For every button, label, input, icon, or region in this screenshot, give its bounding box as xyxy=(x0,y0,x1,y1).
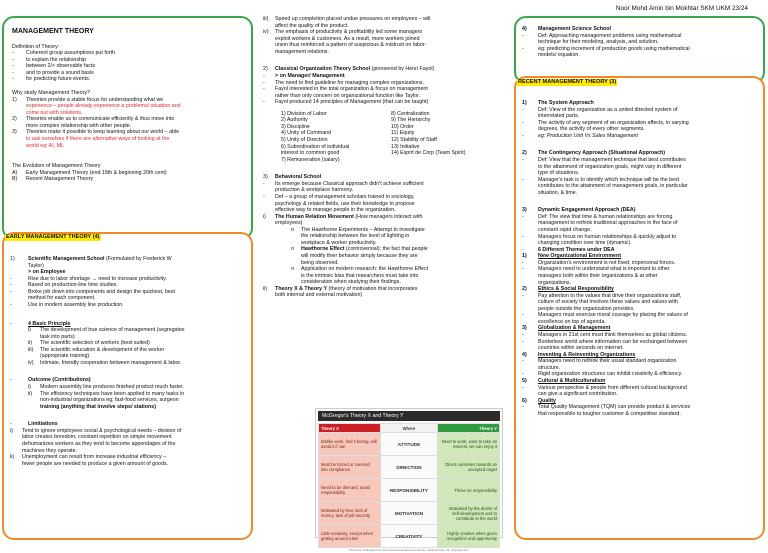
outcome-item: The efficiency techniques have been applied to many tasks in xyxy=(40,390,185,397)
principle-item: 1) Division of Labor xyxy=(281,110,327,117)
principles-list xyxy=(263,111,503,164)
theme-title: Quality xyxy=(538,397,556,404)
why-item: experience – people already experience a problems/ situation and xyxy=(26,103,181,110)
basic-item: The development of true science of management (segregates xyxy=(40,327,185,334)
outcome-item: training (anything that involve steps/ stations) xyxy=(40,403,156,410)
page-title: MANAGEMENT THEORY xyxy=(12,28,94,35)
xy-chart-title: McGregor's Theory X and Theory Y xyxy=(318,411,500,421)
principle-item: 3) Discipline xyxy=(281,123,310,130)
xy-cell-x: Motivated by fear, lack of money, lack of job security xyxy=(319,502,381,525)
theme-item: Managers need to understand what is important to other xyxy=(538,266,670,273)
theme-title: Inventing & Reinventing Organizations xyxy=(538,351,636,358)
evolution-title: The Evolution of Management Theory xyxy=(12,163,101,170)
dea-item: changing condition over time (dynamic). xyxy=(538,240,632,247)
limit-item: fewer people are needed to produce a given amount of goods. xyxy=(22,460,169,467)
basic-item: (appropriate training). xyxy=(40,353,91,360)
intro-item: Speed up completion placed undue pressures on employees – will xyxy=(275,16,431,22)
xy-title: Theory X & Theory Y xyxy=(275,285,328,292)
principle-item: 12) Stability of Staff xyxy=(391,137,437,143)
dea-title: Dynamic Engagement Approach (DEA) xyxy=(538,207,636,214)
early-heading: EARLY MANAGEMENT THEORY (4) xyxy=(6,234,100,240)
hawthorne-item: being observed. xyxy=(301,259,339,266)
contingency-item: to the attainment of organization goals, might vary in different xyxy=(538,163,682,170)
cots-rest: (pioneered by Henri Fayol) xyxy=(370,66,435,73)
hawthorne-item: Application on modern research: the Hawthorne Effect xyxy=(301,266,429,273)
why-item: more complex relationship with other people. xyxy=(26,122,132,129)
why-item: to ask ourselves if there are alternative ways of looking at the xyxy=(26,135,170,142)
limit-item: dehumanizes workers as they tend to become appendages of the xyxy=(22,440,176,447)
contingency-item: situation, & time. xyxy=(538,189,578,196)
system-item: interrelated parts. xyxy=(538,113,580,120)
dea-item: 6 Different Themes under DEA xyxy=(538,246,615,253)
why-title: Why study Management Theory? xyxy=(12,90,90,97)
theme-title: Ethics & Social Responsibility xyxy=(538,286,614,293)
hawthorne-item: consideration when studying their findings. xyxy=(301,279,401,286)
hawthorne-item: The Hawthorne Experiments – Attempt to investigate xyxy=(301,226,425,233)
xy-cell-x: Little creativity, except when getting around rules xyxy=(319,525,381,548)
system-title: The System Approach xyxy=(538,100,594,106)
principle-item: 14) Esprit de Corp (Team Spirit) xyxy=(391,150,466,157)
recent-management-box: RECENT MANAGEMENT THEORY (3) 1) The System Approach - Def: View of the organization as a united directed system of interrelated parts. - The activity of any segment of an organization affects, in varying degrees, the activity of every other segments. - eg: Production Unit Vs Sales Management 2) The Contingency Approach (Situational Approach) - Def: View that the management technique that best contributes to the attainment of organization goals, might vary in different type of situations. - Manager's task is to identify which technique will be the best contributes to the attainment of management goals, in particular situation, & time. 3) Dynamic Engagement Approach (DEA) - Def: The view that time & human relationships are forcing management to rethink traditional approaches in the face of constant rapid change. - Managers focus on human relationships & quickly adjust to changing condition over time (dynamic). - 6 Different Themes under DEA 1) New Organizational Environment - Organization's environment is not fixed, impersonal forces. - Managers need to understand what is important to other managers both within their organizations & at other organizations. 2) Ethics & Social Responsibility - Pay attention to the values that drive their organizations staff, culture of society that involves these values and values with people outside the organization provides. - Managers must exercise moral courage by placing the values of excellence on top of agenda. 3) Globalization & Management - Managers in 21st cent must think themselves as global citizens. - Borderless world where information can be exchanged between countries within seconds on internet. 4) Inventing & Reinventing Organizations - Managers need to rethink their usual standard organization structure. - Rigid organization structures can inhibit creativity & efficiency. 5) Cultural & Multiculturalism - Various perspective & people from different cultural background can give a significant contribution. 6) Quality - Total Quality Management (TQM) can provide product & services that responsible to tougher customer & competitive standard. xyxy=(514,76,765,540)
theme-item: Managers need to rethink their usual standard organization xyxy=(538,358,677,365)
xy-head-y: Theory Y xyxy=(438,424,500,433)
contingency-item: Manager's task is to identify which technique will be the best xyxy=(538,176,680,183)
management-science-box: 4) Management Science School - Def: Approaching management problems using mathematical technique for their modeling, analysis, and solution. - eg: predicting increment of production goods using mathematical models/ equation. xyxy=(514,16,765,84)
cots-sub: > on Manager/ Management xyxy=(275,72,345,79)
definition-list: - Coherent group assumptions put forth - to explain the relationship - between 2/> observable facts - and to provide a sound basis - for predicting future events. xyxy=(12,50,115,83)
why-item: come out with solutions. xyxy=(26,109,83,116)
theme-item: structure. xyxy=(538,364,561,371)
principle-item: 2) Authority xyxy=(281,117,308,124)
principle-item: 6) Subordination of individual xyxy=(281,143,350,150)
theme-item: culture of society that involves these values and values with xyxy=(538,299,678,306)
hawthorne-item: is the intrinsic bias that researchers must take into xyxy=(301,272,419,279)
mss-item: models/ equation. xyxy=(538,52,580,59)
outcome-title: Outcome (Contributions) xyxy=(28,377,91,384)
xy-cell-mid: RESPONSIBILITY xyxy=(380,479,438,502)
sms-item: Use in modern assembly line production. xyxy=(28,301,124,308)
xy-footer: Resource: Strategies from http://www.accel-team.com/human_relations/hrels_03_mcgregor.html xyxy=(349,548,469,553)
principle-item: 11) Equity xyxy=(391,130,415,137)
sms-title: Scientific Management School xyxy=(28,256,105,262)
mss-title: Management Science School xyxy=(538,26,612,32)
outcome-item: Modern assembly line produces finished product much faster. xyxy=(40,384,184,390)
principle-item: 10) Order xyxy=(391,123,414,130)
behavioral-item: Its emerge because Classical approach didn't achieve sufficient xyxy=(275,180,424,187)
sms-item: Broke job down into components and design the quickest, best xyxy=(28,288,175,295)
intro-item: management relations. xyxy=(275,48,329,55)
system-item: Def: View of the organization as a united directed system of xyxy=(538,106,678,113)
intro-item: exploit workers & customers. As a result, more workers joined xyxy=(275,35,420,42)
xy-cell-x: Dislike work, find it boring, will avoid it if can xyxy=(319,433,381,456)
behavioral-title: Behavioral School xyxy=(275,174,322,181)
theme-title: New Organizational Environment xyxy=(538,253,621,260)
mss-item: eg: predicting increment of production goods using mathematical xyxy=(538,45,690,52)
cots-item: Fayol produced 14 principles of Management (that can be taught) xyxy=(275,99,429,106)
sms-item: Based on production-line time studies. xyxy=(28,282,118,289)
xy-head-x: Theory X xyxy=(319,424,381,433)
definition-item: Coherent group assumptions put forth xyxy=(26,50,115,57)
xy-infographic xyxy=(315,408,503,553)
sms-sub: > on Employee xyxy=(28,269,66,276)
hawthorne-effect-title: Hawthorne Effect xyxy=(301,246,345,253)
evolution-item: Early Management Theory (end 19th & beginning 20th cent) xyxy=(26,169,167,176)
theme-item: managers both within their organizations & at other xyxy=(538,272,658,279)
theme-item: that responsible to tougher customer & competitive standard. xyxy=(538,410,681,417)
limit-title: Limitiations xyxy=(28,421,58,428)
dea-item: management to rethink traditional approaches in the face of xyxy=(538,220,678,227)
principle-item: 4) Unity of Command xyxy=(281,130,332,137)
cots-item: The need to find guideline for managing complex organizations. xyxy=(275,79,424,86)
definition-item: between 2/> observable facts xyxy=(26,63,96,70)
xy-cell-x: Must be forced or coerced into compliance xyxy=(319,456,381,479)
management-theory-box: MANAGEMENT THEORY Definition of Theory: - Coherent group assumptions put forth - to explain the relationship - between 2/> observable facts - and to provide a sound basis - for predicting future events. Why study Management Theory? 1) Theories provide a stable focus for understanding what we experience – people already experience a problems/ situation and come out with solutions. 2) Theories enable us to communicate efficiently & thus move into more complex relationship with other people. 3) Theories make it possible to keep learning about our world – able to ask ourselves if there are alternative ways of looking at the world eg: AI, ML The Evolution of Management Theory A) Early Management Theory (end 19th & beginning 20th cent) B) Recent Management Theory xyxy=(2,16,253,240)
theme-item: Managers must exercise moral courage by placing the values of xyxy=(538,312,688,319)
theme-item: organizations. xyxy=(538,279,571,286)
limit-item: labor creates boredom, constant repetition on simple movement xyxy=(22,434,172,441)
theme-item: Total Quality Management (TQM) can provide product & services xyxy=(538,404,691,411)
why-item: Theories make it possible to keep learning about our world – able xyxy=(26,129,180,136)
xy-cell-x: Need to be directed, avoid responsibility xyxy=(319,479,381,502)
theme-item: Rigid organization structures can inhibit creativity & efficiency. xyxy=(538,371,683,378)
theme-item: Borderless world where information can be exchanged between xyxy=(538,338,688,345)
xy-cell-y: Need to work, want to take an interest, we can enjoy it xyxy=(438,433,500,456)
mss-item: technique for their modeling, analysis, and solution. xyxy=(538,39,659,46)
hrm-rest: (How managers interact with xyxy=(353,213,423,220)
xy-cont: both internal and external motivation) xyxy=(275,292,363,299)
why-item: Theories enable us to communicate efficiently & thus move into xyxy=(26,116,175,123)
definition-title: Definition of Theory: xyxy=(12,43,60,50)
theme-title: Cultural & Multiculturalism xyxy=(538,377,606,384)
theme-item: Managers in 21st cent must think themselves as global citizens. xyxy=(538,332,688,338)
basic-item: task into parts) xyxy=(40,333,75,340)
system-item: The activity of any segment of an organization affects, in varying xyxy=(538,119,689,126)
cots-item: rather than only concern on organizational function like Taylor. xyxy=(275,92,421,99)
theme-item: countries within seconds on internet. xyxy=(538,345,624,352)
theme-item: excellence on top of agenda. xyxy=(538,318,606,325)
theme-item: people outside the organization provides. xyxy=(538,305,635,312)
xy-cell-mid: ATTITUDE xyxy=(380,433,438,456)
xy-cell-mid: MOTIVATION xyxy=(380,502,438,525)
sms-cont: Taylor) xyxy=(28,262,44,269)
system-item: degrees, the activity of every other segments. xyxy=(538,126,645,133)
xy-cell-mid: CREATIVITY xyxy=(380,525,438,548)
middle-column: iii) Speed up completion placed undue pressures on employees – will affect the quality of the product. iv) The emphasis of productivity & profitability led some managers exploit workers & customers. As a result, more workers joined union thus reinforced a pattern of suspicious & mistrust on labor- management relations. 2) Classical Organization Theory School (pioneered by Henri Fayol) - > on Manager/ Management - The need to find guideline for managing complex organizations. - Fayol interested in the total organization & focus on management rather than only concern on organizational function like Taylor. - Fayol produced 14 principles of Management (that can be taught) 1) Division of Labor 2) Authority 3) Discipline 4) Unity of Command 5) Unity of Direction 6) Subordination of individual interest to common good 7) Remuneration (salary) 8) Centralization 9) The Hierarchy 10) Order 11) Equity 12) Stability of Staff 13) Initiative 14) Esprit de Corp (Team Spirit) 3) Behavioral School - Its emerge because Classical approach didn't achieve sufficient production & workplace harmony. - Def – a group of management scholars trained in sociology, psychology & related fields, use their knowledge to propose effective way to manage people in the organization. i) The Human Relation Movement (How managers interact with employees) o The Hawthorne Experiments – Attempt to investigate the relationship between the level of lighting in workplace & worker productivity. o Hawthorne Effect (controversial): the fact that people will modify their behavior simply because they are being observed. o Application on modern research: the Hawthorne Effect is the intrinsic bias that researchers must take into consideration when studying their findings. ii) Theory X & Theory Y (theory of motivation that incorporates both internal and external motivation) McGregor's Theory X and Theory Y Theory X Where Theory Y Dislike work, find it boring, will avoid it if can ATTITUDE Need to work, want to take an interest, we can enjoy it Must be forced or coerced into compliance DIRECTION Direct ourselves towards an accepted target Need to be directed, avoid responsibility RESPONSIBILITY Thrive on responsibility Motivated by fear, lack of money, lack of job security MOTIVATION Motivated by the desire of self-development and to contribute to the world Little creativity, except when getting around rules CREATIVITY Highly creative when given recognition and opportunity Resource: Strategies from http://www.accel-team.com/human_relations/hrels_03_mcgregor.html xyxy=(263,16,503,541)
hrm-cont: employees) xyxy=(275,220,303,227)
xy-cell-y: Direct ourselves towards an accepted target xyxy=(438,456,500,479)
early-management-box: EARLY MANAGEMENT THEORY (4) 1) Scientific Management School (Formulated by Frederick W Taylor) > on Employee - Rise due to labor shortage → need to increase productivity. - Based on production-line time studies. - Broke job down into components and design the quickest, best method for each component. - Use in modern assembly line production. - 4 Basic Principle i) The development of true science of management (segregates task into parts) ii) The scientific selection of workers (best suited) iii) The scientific education & development of the worker (appropriate training). iv) Intimate, friendly cooperation between management & labor. - Outcome (Contributions) i) Modern assembly line produces finished product much faster. ii) The efficiency techniques have been applied to many tasks in non-industrial organizations eg; fast-food services, surgeon training (anything that involve steps/ stations) - Limitiations i) Tend to ignore employees social & psychological needs – division of labor creates boredom, constant repetition on simple movement dehumanizes workers as they tend to become appendages of the machines they operate. ii) Unemployment can result from increase industrial efficiency – fewer people are needed to produce a given amount of goods. xyxy=(2,232,253,540)
theme-item: Organization's environment is not fixed, impersonal forces. xyxy=(538,259,676,266)
basic-item: Intimate, friendly cooperation between management & labor. xyxy=(40,359,182,366)
xy-table xyxy=(318,423,500,548)
behavioral-item: effective way to manage people in the organization. xyxy=(275,207,396,214)
dea-item: Managers focus on human relationships & quickly adjust to xyxy=(538,233,677,240)
principle-item: 7) Remuneration (salary) xyxy=(281,156,340,163)
intro-item: affect the quality of the product. xyxy=(275,22,349,29)
principle-item: 5) Unity of Direction xyxy=(281,137,328,143)
definition-item: for predicting future events. xyxy=(26,76,91,83)
theme-item: Various perspective & people from different cultural background xyxy=(538,384,687,391)
principle-item: 13) Initiative xyxy=(391,143,420,150)
limit-item: Unemployment can result from increase industrial efficiency – xyxy=(22,454,167,461)
hrm-title: The Human Relation Movement xyxy=(275,213,354,220)
intro-item: union thus reinforced a pattern of suspicious & mistrust on labor- xyxy=(275,42,427,49)
hawthorne-item: the relationship between the level of lighting in xyxy=(301,233,410,240)
hawthorne-item: (controversial): the fact that people xyxy=(344,246,428,253)
why-item: world eg: AI, ML xyxy=(26,142,64,149)
dea-item: constant rapid change. xyxy=(538,227,592,233)
xy-cell-y: Thrive on responsibility xyxy=(438,479,500,502)
xy-cell-y: Highly creative when given recognition and opportunity xyxy=(438,525,500,548)
behavioral-item: production & workplace harmony. xyxy=(275,187,354,194)
xy-rest: (theory of motivation that incorporates xyxy=(327,285,418,292)
principle-item: 9) The Hierarchy xyxy=(391,117,431,124)
system-item: eg: Production Unit Vs Sales Management xyxy=(538,132,638,139)
hawthorne-item: workplace & worker productivity. xyxy=(301,239,377,246)
author-header: Noor Mohd Amin bin Mokhtar SKM UKM 23/24 xyxy=(615,5,748,12)
cots-item: Fayol interested in the total organization & focus on management xyxy=(275,86,428,93)
theme-item: Pay attention to the values that drive their organizations staff, xyxy=(538,292,682,299)
outcome-item: non-industrial organizations eg; fast-food services, surgeon xyxy=(40,397,179,404)
why-item: Theories provide a stable focus for understanding what we xyxy=(26,96,164,103)
hawthorne-item: will modify their behavior simply because they are xyxy=(301,253,418,259)
principle-item: interest to common good xyxy=(281,150,340,157)
limit-item: Tend to ignore employees social & psychological needs – division of xyxy=(22,427,182,434)
principle-item: 8) Centralization xyxy=(391,110,430,117)
xy-cell-y: Motivated by the desire of self-development and to contribute to the world xyxy=(438,502,500,525)
behavioral-item: psychology & related fields, use their knowledge to propose xyxy=(275,200,415,207)
definition-item: and to provide a sound basis xyxy=(26,69,94,76)
recent-heading: RECENT MANAGEMENT THEORY (3) xyxy=(518,79,617,85)
contingency-title: The Contingency Approach (Situational Approach) xyxy=(538,150,666,157)
basic-item: The scientific selection of workers (best suited) xyxy=(40,340,150,347)
mss-item: Def: Approaching management problems using mathematical xyxy=(538,32,682,39)
xy-cell-mid: DIRECTION xyxy=(380,456,438,479)
dea-item: Def: The view that time & human relationships are forcing xyxy=(538,213,673,220)
basic-title: 4 Basic Principle xyxy=(28,320,71,327)
sms-rest: (Formulated by Frederick W xyxy=(104,256,172,262)
cots-title: Classical Organization Theory School xyxy=(275,66,371,73)
evolution-item: Recent Management Theory xyxy=(26,176,94,183)
xy-head-mid: Where xyxy=(380,424,438,433)
sms-item: Rise due to labor shortage → need to increase productivity. xyxy=(28,275,167,282)
behavioral-item: Def – a group of management scholars trained in sociology, xyxy=(275,193,415,200)
intro-item: The emphasis of productivity & profitability led some managers xyxy=(275,29,423,36)
contingency-item: Def: View that the management technique that best contributes xyxy=(538,156,686,163)
contingency-item: type of situations. xyxy=(538,170,580,177)
theme-item: can give a significant contribution. xyxy=(538,391,618,398)
sms-item: method for each component. xyxy=(28,295,96,302)
contingency-item: contributes to the attainment of management goals, in particular xyxy=(538,183,688,190)
limit-item: machines they operate. xyxy=(22,447,78,454)
definition-item: to explain the relationship xyxy=(26,56,87,63)
theme-title: Globalization & Management xyxy=(538,325,611,332)
basic-item: The scientific education & development of the worker xyxy=(40,346,165,353)
